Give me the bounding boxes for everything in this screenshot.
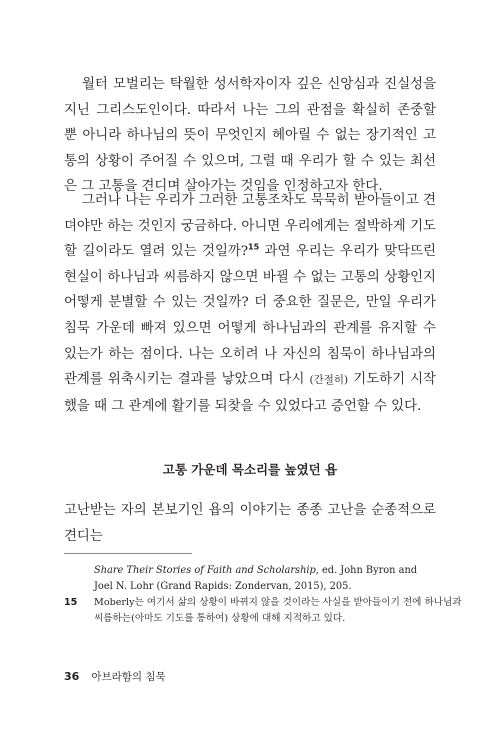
body-paragraph-2 xyxy=(64,188,436,419)
footnote-line: Moberly는 여기서 삶의 상황이 바뀌지 않을 것이라는 사실을 받아들이기 전에 하나님과 xyxy=(94,597,462,608)
footnote-citation: , ed. John Byron and Joel N. Lohr (Grand Rapids: Zondervan, 2015), 205. xyxy=(94,565,418,592)
running-title: 아브라함의 침묵 xyxy=(91,671,166,683)
paragraph-text: 월터 모벌리는 탁월한 성서학자이자 깊은 신앙심과 진실성을 지닌 그리스도인이다. 따라서 나는 그의 관점을 확실히 존중할 뿐 아니라 하나님의 뜻이 무엇인지 헤아릴 수 없는 장기적인 고통의 상황이 주어질 수 있으며, 그럴 때 우리가 할 수 있는 최선은 그 고통을 견디며 살아가는 것임을 인정하고자 한다. xyxy=(64,77,436,195)
footnote-book-title: Share Their Stories of Faith and Scholarship xyxy=(94,565,316,576)
footnote-reference[interactable]: 15 xyxy=(248,242,260,252)
footnote-line: 씨름하는(아마도 기도를 통하여) 상황에 대해 지적하고 있다. xyxy=(94,613,346,624)
footnote-continuation xyxy=(94,563,436,595)
paragraph-text: 고난받는 자의 본보기인 욥의 이야기는 종종 고난을 순종적으로 견디는 xyxy=(64,503,436,544)
body-paragraph-3 xyxy=(64,498,436,549)
footnote-15 xyxy=(64,595,462,627)
footnote-text xyxy=(94,595,462,627)
paragraph-text xyxy=(64,188,436,419)
paragraph-segment: 과연 우리는 우리가 맞닥뜨린 현실이 하나님과 씨름하지 않으면 바뀔 수 없는 고통의 상황인지 어떻게 분별할 수 있는 것일까? 더 중요한 질문은, 만일 우리가 침묵 가운데 빠져 있으면 어떻게 하나님과의 관계를 유지할 수 있는가 하는 점이다. 나는 오히려 나 자신의 침묵이 하나님과의 관계를 위축시키는 결과를 낳았으며 다시 xyxy=(64,244,436,388)
page-number: 36 xyxy=(64,670,80,683)
paragraph-segment: 기도하기 시작했을 때 그 관계에 활기를 되찾을 수 있었다고 증언할 수 있다. xyxy=(64,372,436,414)
footnote-divider xyxy=(64,553,192,554)
paragraph-small-text: (간절히) xyxy=(309,374,349,387)
section-heading: 고통 가운데 목소리를 높였던 욥 xyxy=(162,462,338,477)
page-footer xyxy=(64,669,166,684)
paragraph-segment: 그러나 나는 우리가 그러한 고통조차도 묵묵히 받아들이고 견뎌야만 하는 것인지 궁금하다. 아니면 우리에게는 절박하게 기도할 길이라도 열려 있는 것일까? xyxy=(64,193,436,260)
footnote-number: 15 xyxy=(64,597,78,608)
body-paragraph-1 xyxy=(64,72,436,200)
